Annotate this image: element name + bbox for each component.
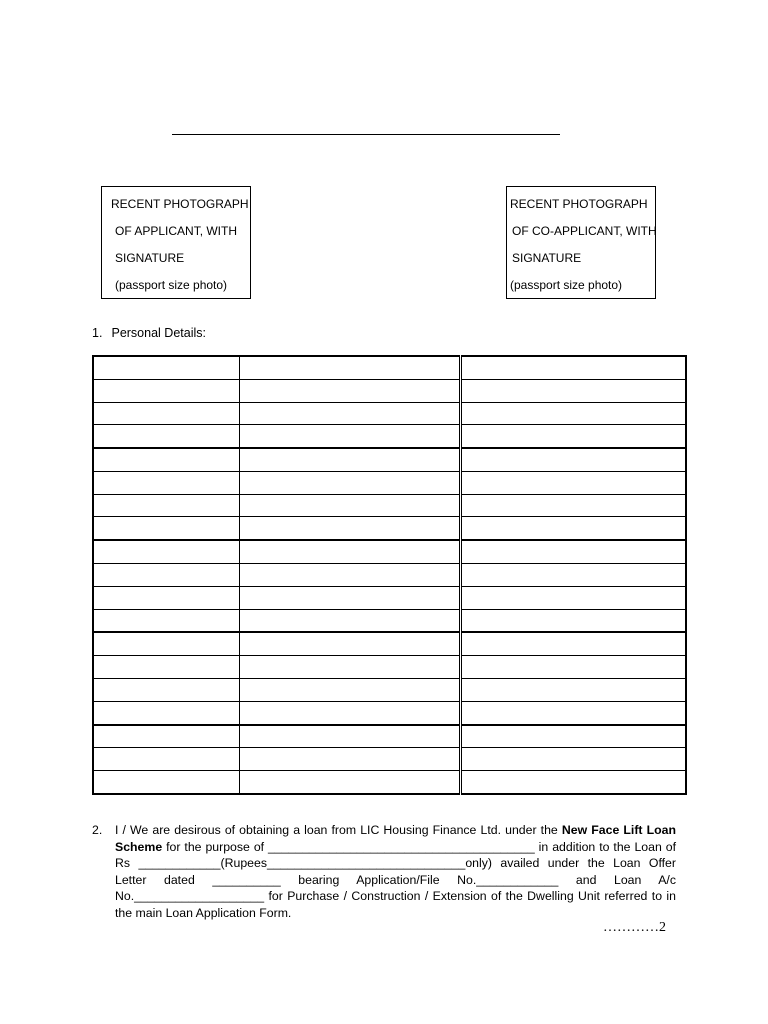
table-row <box>93 517 686 540</box>
table-row <box>93 701 686 724</box>
table-row <box>93 540 686 563</box>
title-blank-line <box>172 134 560 135</box>
table-cell[interactable] <box>93 609 240 632</box>
declaration-text-a: I / We are desirous of obtaining a loan from LIC Housing Finance Ltd. under the <box>115 823 562 837</box>
personal-details-heading <box>92 326 206 340</box>
table-row <box>93 586 686 609</box>
table-cell[interactable] <box>461 632 687 655</box>
applicant-photo-line: OF APPLICANT, WITH <box>115 224 238 238</box>
table-cell[interactable] <box>93 725 240 748</box>
table-cell[interactable] <box>461 494 687 517</box>
table-cell[interactable] <box>461 725 687 748</box>
table-cell[interactable] <box>240 356 461 379</box>
coapplicant-photo-line: RECENT PHOTOGRAPH <box>510 197 648 211</box>
table-cell[interactable] <box>240 517 461 540</box>
declaration-paragraph <box>92 822 676 922</box>
table-row <box>93 379 686 402</box>
table-cell[interactable] <box>240 494 461 517</box>
table-cell[interactable] <box>240 564 461 587</box>
coapplicant-photo-box <box>506 186 656 299</box>
applicant-photo-line: RECENT PHOTOGRAPH <box>111 197 249 211</box>
declaration-body <box>115 822 676 922</box>
table-row <box>93 632 686 655</box>
table-row <box>93 748 686 771</box>
table-cell[interactable] <box>93 379 240 402</box>
section-number: 2. <box>92 823 103 837</box>
table-cell[interactable] <box>93 701 240 724</box>
table-cell[interactable] <box>240 701 461 724</box>
table-cell[interactable] <box>93 471 240 494</box>
table-cell[interactable] <box>461 540 687 563</box>
table-cell[interactable] <box>93 586 240 609</box>
table-cell[interactable] <box>93 517 240 540</box>
applicant-photo-line: (passport size photo) <box>115 278 228 292</box>
table-row <box>93 725 686 748</box>
coapplicant-photo-line: (passport size photo) <box>510 278 623 292</box>
table-cell[interactable] <box>461 356 687 379</box>
table-cell[interactable] <box>93 748 240 771</box>
table-cell[interactable] <box>461 402 687 425</box>
table-cell[interactable] <box>240 771 461 794</box>
table-cell[interactable] <box>461 701 687 724</box>
table-cell[interactable] <box>240 586 461 609</box>
table-cell[interactable] <box>461 656 687 679</box>
table-cell[interactable] <box>461 586 687 609</box>
table-row <box>93 471 686 494</box>
table-row <box>93 425 686 448</box>
table-row <box>93 771 686 794</box>
table-cell[interactable] <box>240 632 461 655</box>
table-cell[interactable] <box>461 471 687 494</box>
table-cell[interactable] <box>240 656 461 679</box>
table-cell[interactable] <box>240 725 461 748</box>
table-cell[interactable] <box>93 425 240 448</box>
table-cell[interactable] <box>93 402 240 425</box>
table-cell[interactable] <box>461 564 687 587</box>
section-number: 1. <box>92 326 103 340</box>
table-cell[interactable] <box>93 632 240 655</box>
section-title: Personal Details: <box>111 326 206 340</box>
table-cell[interactable] <box>461 425 687 448</box>
table-cell[interactable] <box>240 448 461 471</box>
scheme-name: New Face Lift Loan Scheme <box>115 823 676 854</box>
applicant-photo-line: SIGNATURE <box>115 251 185 265</box>
coapplicant-photo-line: OF CO-APPLICANT, WITH <box>512 224 657 238</box>
table-cell[interactable] <box>461 517 687 540</box>
table-cell[interactable] <box>93 356 240 379</box>
table-cell[interactable] <box>461 771 687 794</box>
table-row <box>93 356 686 379</box>
table-cell[interactable] <box>93 564 240 587</box>
table-cell[interactable] <box>93 678 240 701</box>
table-cell[interactable] <box>93 656 240 679</box>
table-cell[interactable] <box>240 425 461 448</box>
table-row <box>93 656 686 679</box>
table-cell[interactable] <box>461 379 687 402</box>
table-cell[interactable] <box>240 402 461 425</box>
personal-details-table <box>92 355 687 795</box>
table-cell[interactable] <box>240 748 461 771</box>
table-row <box>93 448 686 471</box>
table-row <box>93 564 686 587</box>
table-cell[interactable] <box>93 494 240 517</box>
declaration-text-b: for the purpose of _______________________________________ in addition to the Loan of Rs ____________(Rupees_____________________________only) availed under the Loan Offer Letter dated __________ bearing Application/File No.____________ and Loan A/c No.___________________ for Purchase / Construction / Extension of the Dwelling Unit referred to in the main Loan Application Form. <box>115 839 676 920</box>
table-row <box>93 609 686 632</box>
coapplicant-photo-line: SIGNATURE <box>512 251 582 265</box>
table-cell[interactable] <box>461 448 687 471</box>
table-cell[interactable] <box>93 448 240 471</box>
table-cell[interactable] <box>240 471 461 494</box>
applicant-photo-box <box>101 186 251 299</box>
table-cell[interactable] <box>240 609 461 632</box>
table-cell[interactable] <box>461 748 687 771</box>
table-row <box>93 402 686 425</box>
table-row <box>93 678 686 701</box>
table-cell[interactable] <box>240 379 461 402</box>
table-cell[interactable] <box>240 678 461 701</box>
table-cell[interactable] <box>240 540 461 563</box>
page-continuation: …………2 <box>603 920 666 935</box>
table-cell[interactable] <box>461 678 687 701</box>
table-cell[interactable] <box>461 609 687 632</box>
table-cell[interactable] <box>93 540 240 563</box>
table-cell[interactable] <box>93 771 240 794</box>
table-row <box>93 494 686 517</box>
